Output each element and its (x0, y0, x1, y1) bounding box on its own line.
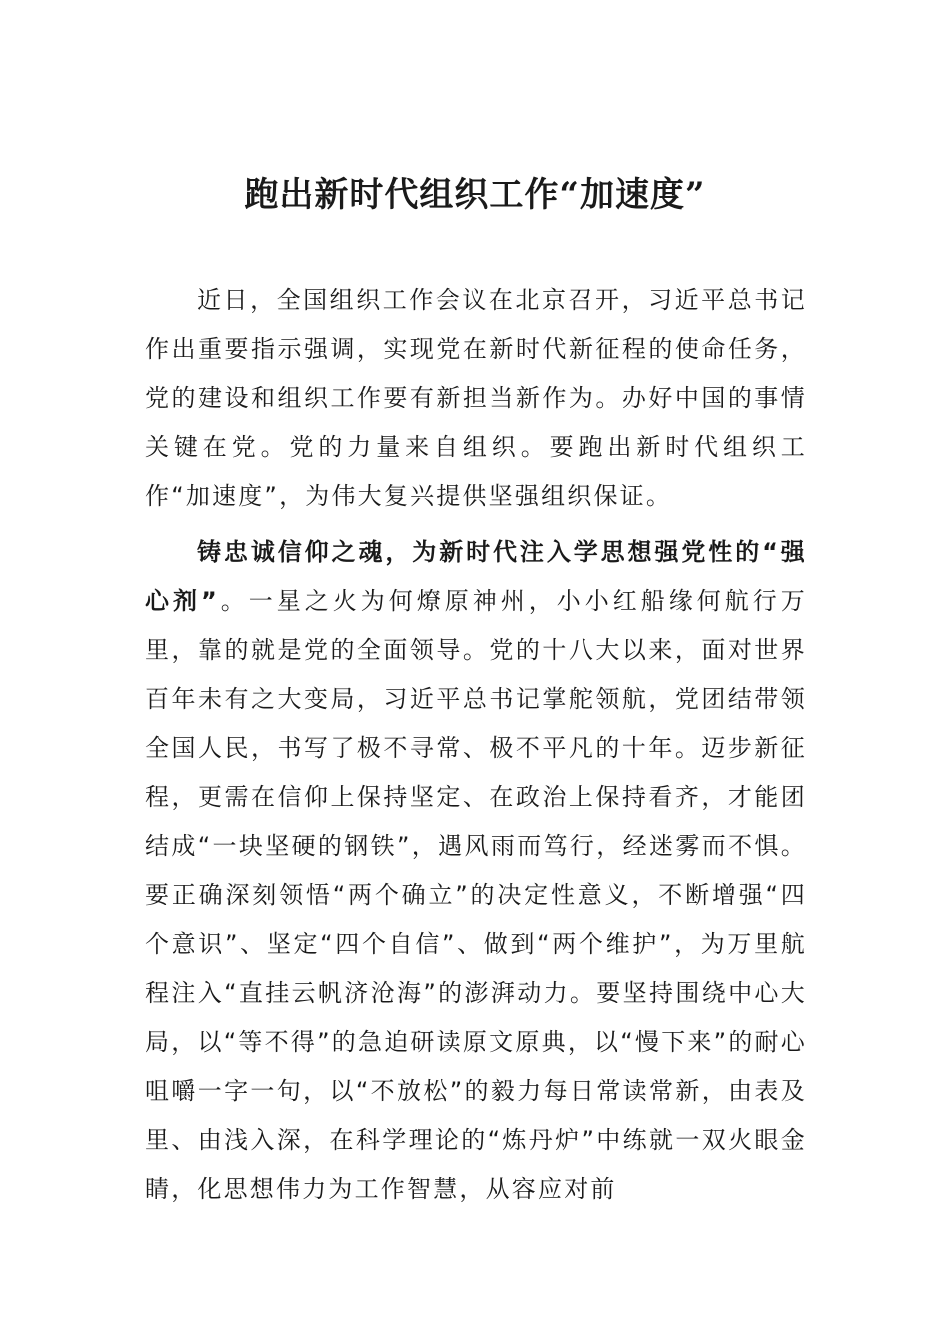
paragraph-loyalty (145, 528, 807, 1214)
paragraph-loyalty-text: 。一星之火为何燎原神州，小小红船缘何航行万里，靠的就是党的全面领导。党的十八大以来，面对世界百年未有之大变局，习近平总书记掌舵领航，党团结带领全国人民，书写了极不寻常、极不平凡的十年。迈步新征程，更需在信仰上保持坚定、在政治上保持看齐，才能团结成“一块坚硬的钢铁”，遇风雨而笃行，经迷雾而不惧。要正确深刻领悟“两个确立”的决定性意义，不断增强“四个意识”、坚定“四个自信”、做到“两个维护”，为万里航程注入“直挂云帆济沧海”的澎湃动力。要坚持围绕中心大局，以“等不得”的急迫研读原文原典，以“慢下来”的耐心咀嚼一字一句，以“不放松”的毅力每日常读常新，由表及里、由浅入深，在科学理论的“炼丹炉”中练就一双火眼金睛，化思想伟力为工作智慧，从容应对前 (145, 587, 808, 1203)
paragraph-intro (145, 276, 807, 521)
paragraph-intro-text: 近日，全国组织工作会议在北京召开，习近平总书记作出重要指示强调，实现党在新时代新征程的使命任务，党的建设和组织工作要有新担当新作为。办好中国的事情关键在党。党的力量来自组织。要跑出新时代组织工作“加速度”，为伟大复兴提供坚强组织保证。 (145, 286, 807, 510)
paragraph-loyalty-lead: 铸忠诚信仰之魂，为新时代注入学思想强党性的“强心剂” (145, 538, 807, 615)
document-title: 跑出新时代组织工作“加速度” (244, 175, 706, 215)
